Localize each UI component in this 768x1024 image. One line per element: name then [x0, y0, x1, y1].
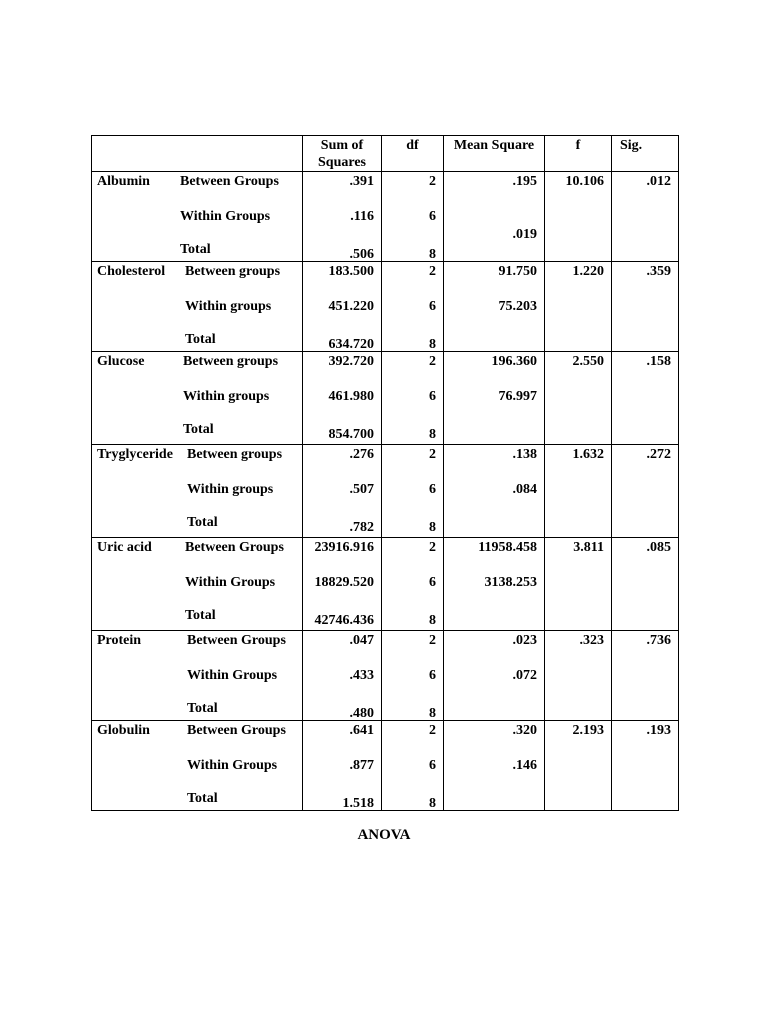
sum-of-squares-value: 42746.436 — [314, 613, 374, 628]
df-value: 6 — [429, 758, 436, 773]
sig-cell — [612, 538, 679, 631]
df-value: 8 — [429, 796, 436, 811]
source-label: Between Groups — [187, 633, 286, 648]
df-value: 8 — [429, 427, 436, 442]
sig-cell — [612, 262, 679, 352]
source-label: Between Groups — [180, 174, 279, 189]
sum-of-squares-value: 23916.916 — [314, 540, 374, 555]
df-value: 6 — [429, 209, 436, 224]
parameter-cell — [92, 172, 303, 262]
sum-of-squares-cell — [303, 352, 382, 445]
df-value: 2 — [429, 174, 436, 189]
mean-square-cell — [444, 262, 545, 352]
sum-of-squares-value: 392.720 — [328, 354, 374, 369]
df-value: 8 — [429, 247, 436, 262]
mean-square-cell — [444, 172, 545, 262]
parameter-name: Globulin — [97, 723, 150, 738]
mean-square-value: .072 — [512, 668, 537, 683]
df-value: 8 — [429, 337, 436, 352]
source-label: Total — [183, 422, 214, 437]
f-cell — [545, 721, 612, 811]
f-cell — [545, 262, 612, 352]
sum-of-squares-value: .480 — [349, 706, 374, 721]
table-row — [92, 352, 679, 445]
df-value: 6 — [429, 482, 436, 497]
table-body — [92, 172, 679, 811]
f-value: 1.632 — [572, 447, 604, 462]
source-label: Total — [180, 242, 211, 257]
source-label: Between groups — [185, 264, 281, 279]
parameter-name: Uric acid — [97, 540, 152, 555]
source-label: Total — [185, 332, 216, 347]
mean-square-cell — [444, 721, 545, 811]
parameter-cell — [92, 538, 303, 631]
mean-square-value: 3138.253 — [484, 575, 537, 590]
mean-square-value: 76.997 — [498, 389, 537, 404]
f-value: 2.193 — [572, 723, 604, 738]
mean-square-cell — [444, 445, 545, 538]
parameter-cell — [92, 631, 303, 721]
sig-value: .272 — [646, 447, 671, 462]
df-value: 2 — [429, 447, 436, 462]
f-value: 2.550 — [572, 354, 604, 369]
sum-of-squares-value: .507 — [349, 482, 374, 497]
df-value: 2 — [429, 264, 436, 279]
sum-of-squares-value: 18829.520 — [314, 575, 374, 590]
mean-square-value: .320 — [512, 723, 537, 738]
df-value: 2 — [429, 540, 436, 555]
df-cell — [382, 262, 444, 352]
source-label: Between Groups — [185, 540, 284, 555]
source-label: Total — [187, 515, 218, 530]
mean-square-value: .019 — [512, 227, 537, 242]
df-value: 8 — [429, 613, 436, 628]
mean-square-value: .084 — [512, 482, 537, 497]
sum-of-squares-value: 634.720 — [328, 337, 374, 352]
mean-square-cell — [444, 352, 545, 445]
mean-square-cell — [444, 538, 545, 631]
table-row — [92, 721, 679, 811]
header-row — [92, 136, 679, 172]
sum-of-squares-cell — [303, 538, 382, 631]
parameter-name: Glucose — [97, 354, 145, 369]
f-cell — [545, 445, 612, 538]
sum-of-squares-cell — [303, 262, 382, 352]
sig-value: .085 — [646, 540, 671, 555]
sum-of-squares-value: 461.980 — [328, 389, 374, 404]
sum-of-squares-value: .047 — [349, 633, 374, 648]
source-label: Between Groups — [187, 723, 286, 738]
sig-value: .193 — [646, 723, 671, 738]
source-label: Within Groups — [187, 668, 278, 683]
f-value: 3.811 — [573, 540, 604, 555]
parameter-name: Tryglyceride — [97, 447, 173, 462]
header-df: df — [382, 136, 444, 172]
table-row — [92, 445, 679, 538]
header-f: f — [545, 136, 612, 172]
sig-value: .736 — [646, 633, 671, 648]
sum-of-squares-cell — [303, 721, 382, 811]
f-cell — [545, 172, 612, 262]
df-cell — [382, 445, 444, 538]
f-cell — [545, 538, 612, 631]
sum-of-squares-cell — [303, 631, 382, 721]
table-caption: ANOVA — [357, 827, 411, 843]
source-label: Within groups — [183, 389, 270, 404]
df-cell — [382, 721, 444, 811]
sig-cell — [612, 631, 679, 721]
source-label: Total — [185, 608, 216, 623]
sum-of-squares-value: .877 — [349, 758, 374, 773]
mean-square-value: .195 — [512, 174, 537, 189]
f-cell — [545, 631, 612, 721]
sig-cell — [612, 172, 679, 262]
df-value: 6 — [429, 575, 436, 590]
source-label: Within groups — [187, 482, 274, 497]
sum-of-squares-value: .433 — [349, 668, 374, 683]
df-cell — [382, 172, 444, 262]
sum-of-squares-value: .116 — [350, 209, 374, 224]
parameter-name: Protein — [97, 633, 142, 648]
df-cell — [382, 352, 444, 445]
sum-of-squares-value: 1.518 — [342, 796, 374, 811]
parameter-cell — [92, 352, 303, 445]
source-label: Within Groups — [185, 575, 276, 590]
sum-of-squares-value: 451.220 — [328, 299, 374, 314]
sum-of-squares-value: .782 — [349, 520, 374, 535]
header-parameter — [92, 136, 303, 172]
df-value: 6 — [429, 299, 436, 314]
sig-cell — [612, 352, 679, 445]
sig-value: .359 — [646, 264, 671, 279]
mean-square-value: .138 — [512, 447, 537, 462]
df-value: 6 — [429, 389, 436, 404]
mean-square-value: .023 — [512, 633, 537, 648]
sum-of-squares-value: .276 — [349, 447, 374, 462]
df-cell — [382, 538, 444, 631]
source-label: Between groups — [183, 354, 279, 369]
table-row — [92, 631, 679, 721]
mean-square-value: 75.203 — [498, 299, 537, 314]
table-row — [92, 262, 679, 352]
sum-of-squares-value: 854.700 — [328, 427, 374, 442]
df-value: 6 — [429, 668, 436, 683]
parameter-name: Cholesterol — [97, 264, 166, 279]
source-label: Within Groups — [180, 209, 271, 224]
sig-cell — [612, 721, 679, 811]
df-value: 2 — [429, 723, 436, 738]
f-value: 1.220 — [572, 264, 604, 279]
df-value: 8 — [429, 520, 436, 535]
df-value: 2 — [429, 633, 436, 648]
sum-of-squares-value: .641 — [349, 723, 374, 738]
f-value: 10.106 — [565, 174, 604, 189]
sum-of-squares-cell — [303, 445, 382, 538]
sum-of-squares-value: 183.500 — [328, 264, 374, 279]
mean-square-value: 91.750 — [498, 264, 537, 279]
table-row — [92, 538, 679, 631]
parameter-cell — [92, 721, 303, 811]
parameter-cell — [92, 445, 303, 538]
source-label: Within Groups — [187, 758, 278, 773]
df-cell — [382, 631, 444, 721]
source-label: Total — [187, 791, 218, 806]
sig-value: .158 — [646, 354, 671, 369]
source-label: Total — [187, 701, 218, 716]
mean-square-value: .146 — [512, 758, 537, 773]
anova-table — [91, 135, 679, 811]
sum-of-squares-value: .391 — [349, 174, 374, 189]
df-value: 2 — [429, 354, 436, 369]
mean-square-cell — [444, 631, 545, 721]
f-cell — [545, 352, 612, 445]
sum-of-squares-cell — [303, 172, 382, 262]
header-sum-of-squares: Sum of Squares — [303, 136, 382, 172]
f-value: .323 — [579, 633, 604, 648]
parameter-name: Albumin — [97, 174, 150, 189]
table-row — [92, 172, 679, 262]
mean-square-value: 11958.458 — [478, 540, 537, 555]
parameter-cell — [92, 262, 303, 352]
df-value: 8 — [429, 706, 436, 721]
source-label: Within groups — [185, 299, 272, 314]
source-label: Between groups — [187, 447, 283, 462]
header-sig: Sig. — [612, 136, 679, 172]
sum-of-squares-value: .506 — [349, 247, 374, 262]
sig-cell — [612, 445, 679, 538]
header-mean-square: Mean Square — [444, 136, 545, 172]
sig-value: .012 — [646, 174, 671, 189]
mean-square-value: 196.360 — [491, 354, 537, 369]
